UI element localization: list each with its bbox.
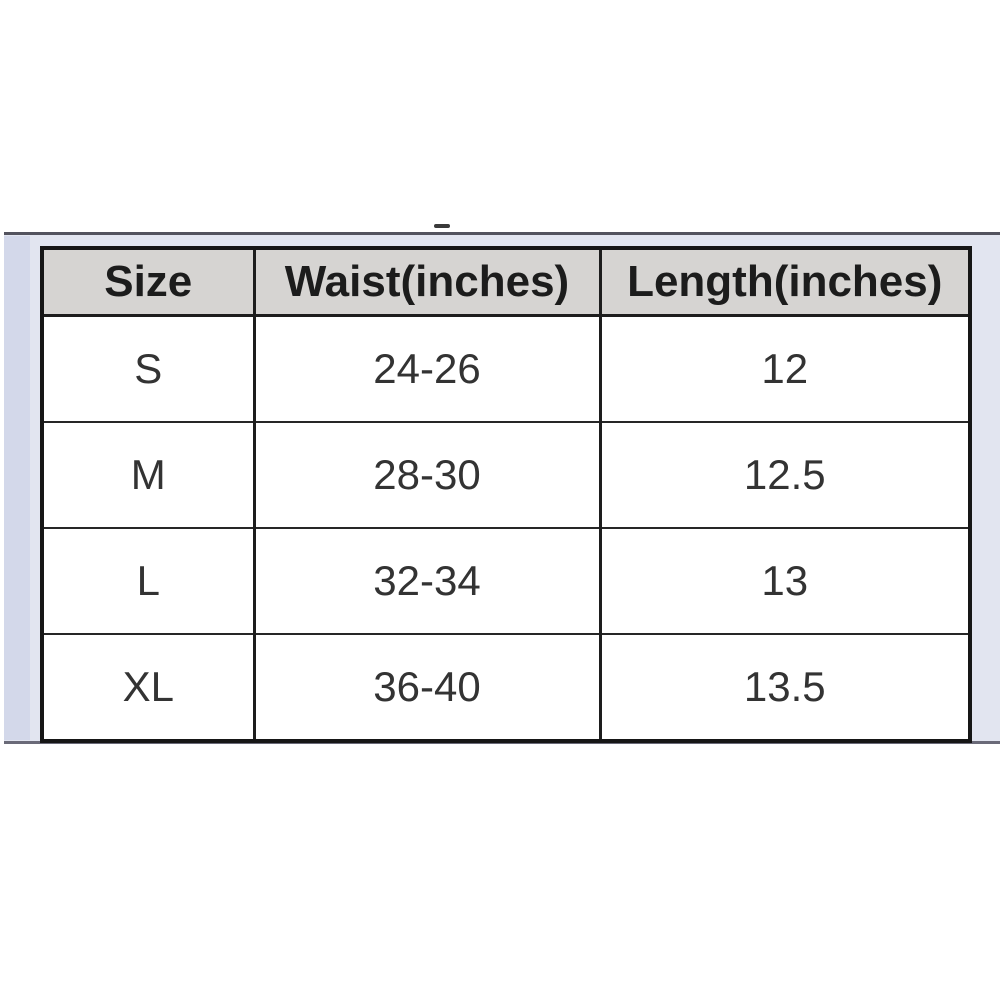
cell-size: XL — [42, 634, 254, 741]
column-header-size: Size — [42, 248, 254, 316]
table-row-l — [42, 528, 970, 634]
table-row-xl — [42, 634, 970, 741]
stray-mark — [434, 224, 450, 228]
table-row-m — [42, 422, 970, 528]
cell-size: S — [42, 316, 254, 423]
size-chart-table — [40, 246, 972, 743]
cell-waist: 32-34 — [254, 528, 600, 634]
panel-left-strip — [4, 236, 30, 740]
cell-waist: 24-26 — [254, 316, 600, 423]
header-row — [42, 248, 970, 316]
column-header-waist: Waist(inches) — [254, 248, 600, 316]
column-header-length: Length(inches) — [600, 248, 970, 316]
cell-length: 12 — [600, 316, 970, 423]
cell-size: M — [42, 422, 254, 528]
cell-size: L — [42, 528, 254, 634]
cell-length: 13 — [600, 528, 970, 634]
cell-length: 13.5 — [600, 634, 970, 741]
table-row-s — [42, 316, 970, 423]
cell-length: 12.5 — [600, 422, 970, 528]
cell-waist: 28-30 — [254, 422, 600, 528]
cell-waist: 36-40 — [254, 634, 600, 741]
